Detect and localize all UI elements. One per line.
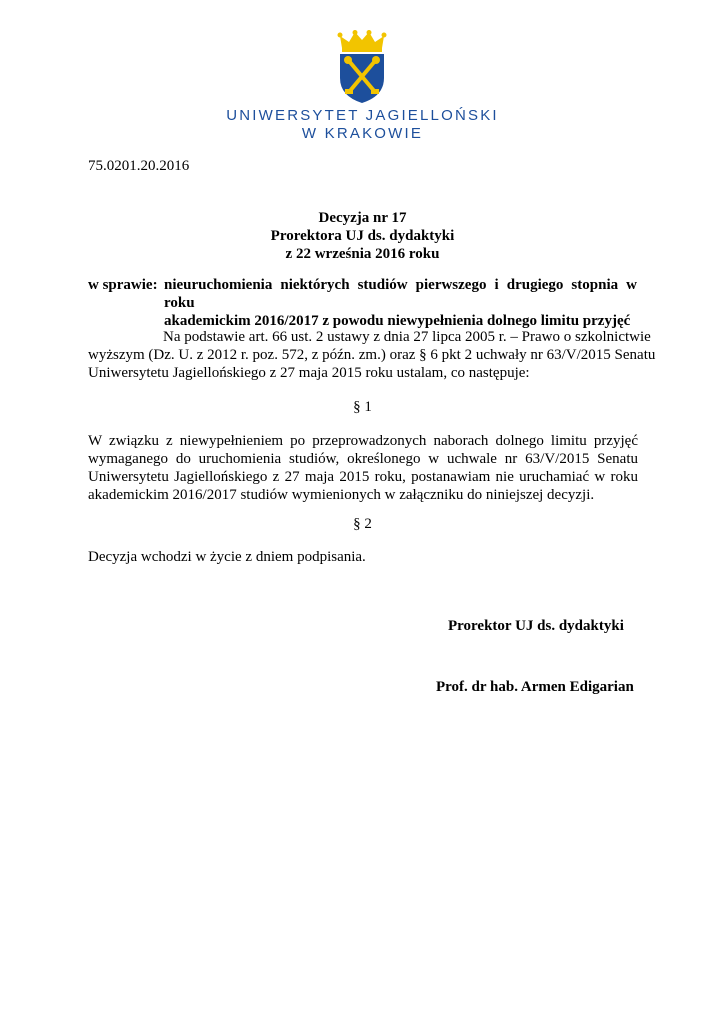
section-1-paragraph [88,432,638,504]
paragraph-line: Uniwersytetu Jagiellońskiego z 27 maja 2015 roku ustalam, co następuje: [88,365,530,381]
decision-author: Prorektora UJ ds. dydaktyki [270,228,455,244]
subject-label: w sprawie: [88,277,158,293]
paragraph-line: wyższym (Dz. U. z 2012 r. poz. 572, z późn. zm.) oraz § 6 pkt 2 uchwały nr 63/V/2015 Senatu [88,347,656,363]
signer-title: Prorektor UJ ds. dydaktyki [448,618,624,634]
paragraph-line: Uniwersytetu Jagiellońskiego z 27 maja 2015 roku, postanawiam nie uruchamiać w roku [88,469,638,485]
subject-line: nieuruchomienia niektórych studiów pierwszego i drugiego stopnia w roku [164,277,637,311]
paragraph-line: W związku z niewypełnieniem po przeprowadzonych naborach dolnego limitu przyjęć [88,433,638,449]
section-2-paragraph [88,548,638,566]
paragraph-line: akademickim 2016/2017 studiów wymienionych w załączniku do niniejszej decyzji. [88,487,595,503]
paragraph-line: Na podstawie art. 66 ust. 2 ustawy z dnia 27 lipca 2005 r. – Prawo o szkolnictwie [163,329,651,345]
subject-line: akademickim 2016/2017 z powodu niewypełnienia dolnego limitu przyjęć [164,313,631,329]
case-number: 75.0201.20.2016 [88,158,190,174]
legal-basis-paragraph [88,328,656,382]
paragraph-line: Decyzja wchodzi w życie z dniem podpisania. [88,549,366,565]
subject-text [164,276,637,330]
university-name: UNIWERSYTET JAGIELLOŃSKI [226,107,499,124]
section-2-heading: § 2 [353,516,372,532]
university-city: W KRAKOWIE [301,125,424,142]
university-crest-icon [336,30,388,104]
paragraph-line: wymaganego do uruchomienia studiów, określonego w uchwale nr 63/V/2015 Senatu [88,451,638,467]
decision-title: Decyzja nr 17 [318,210,407,226]
section-1-heading: § 1 [353,399,372,415]
signer-name: Prof. dr hab. Armen Edigarian [436,679,634,695]
decision-date: z 22 września 2016 roku [285,246,440,262]
